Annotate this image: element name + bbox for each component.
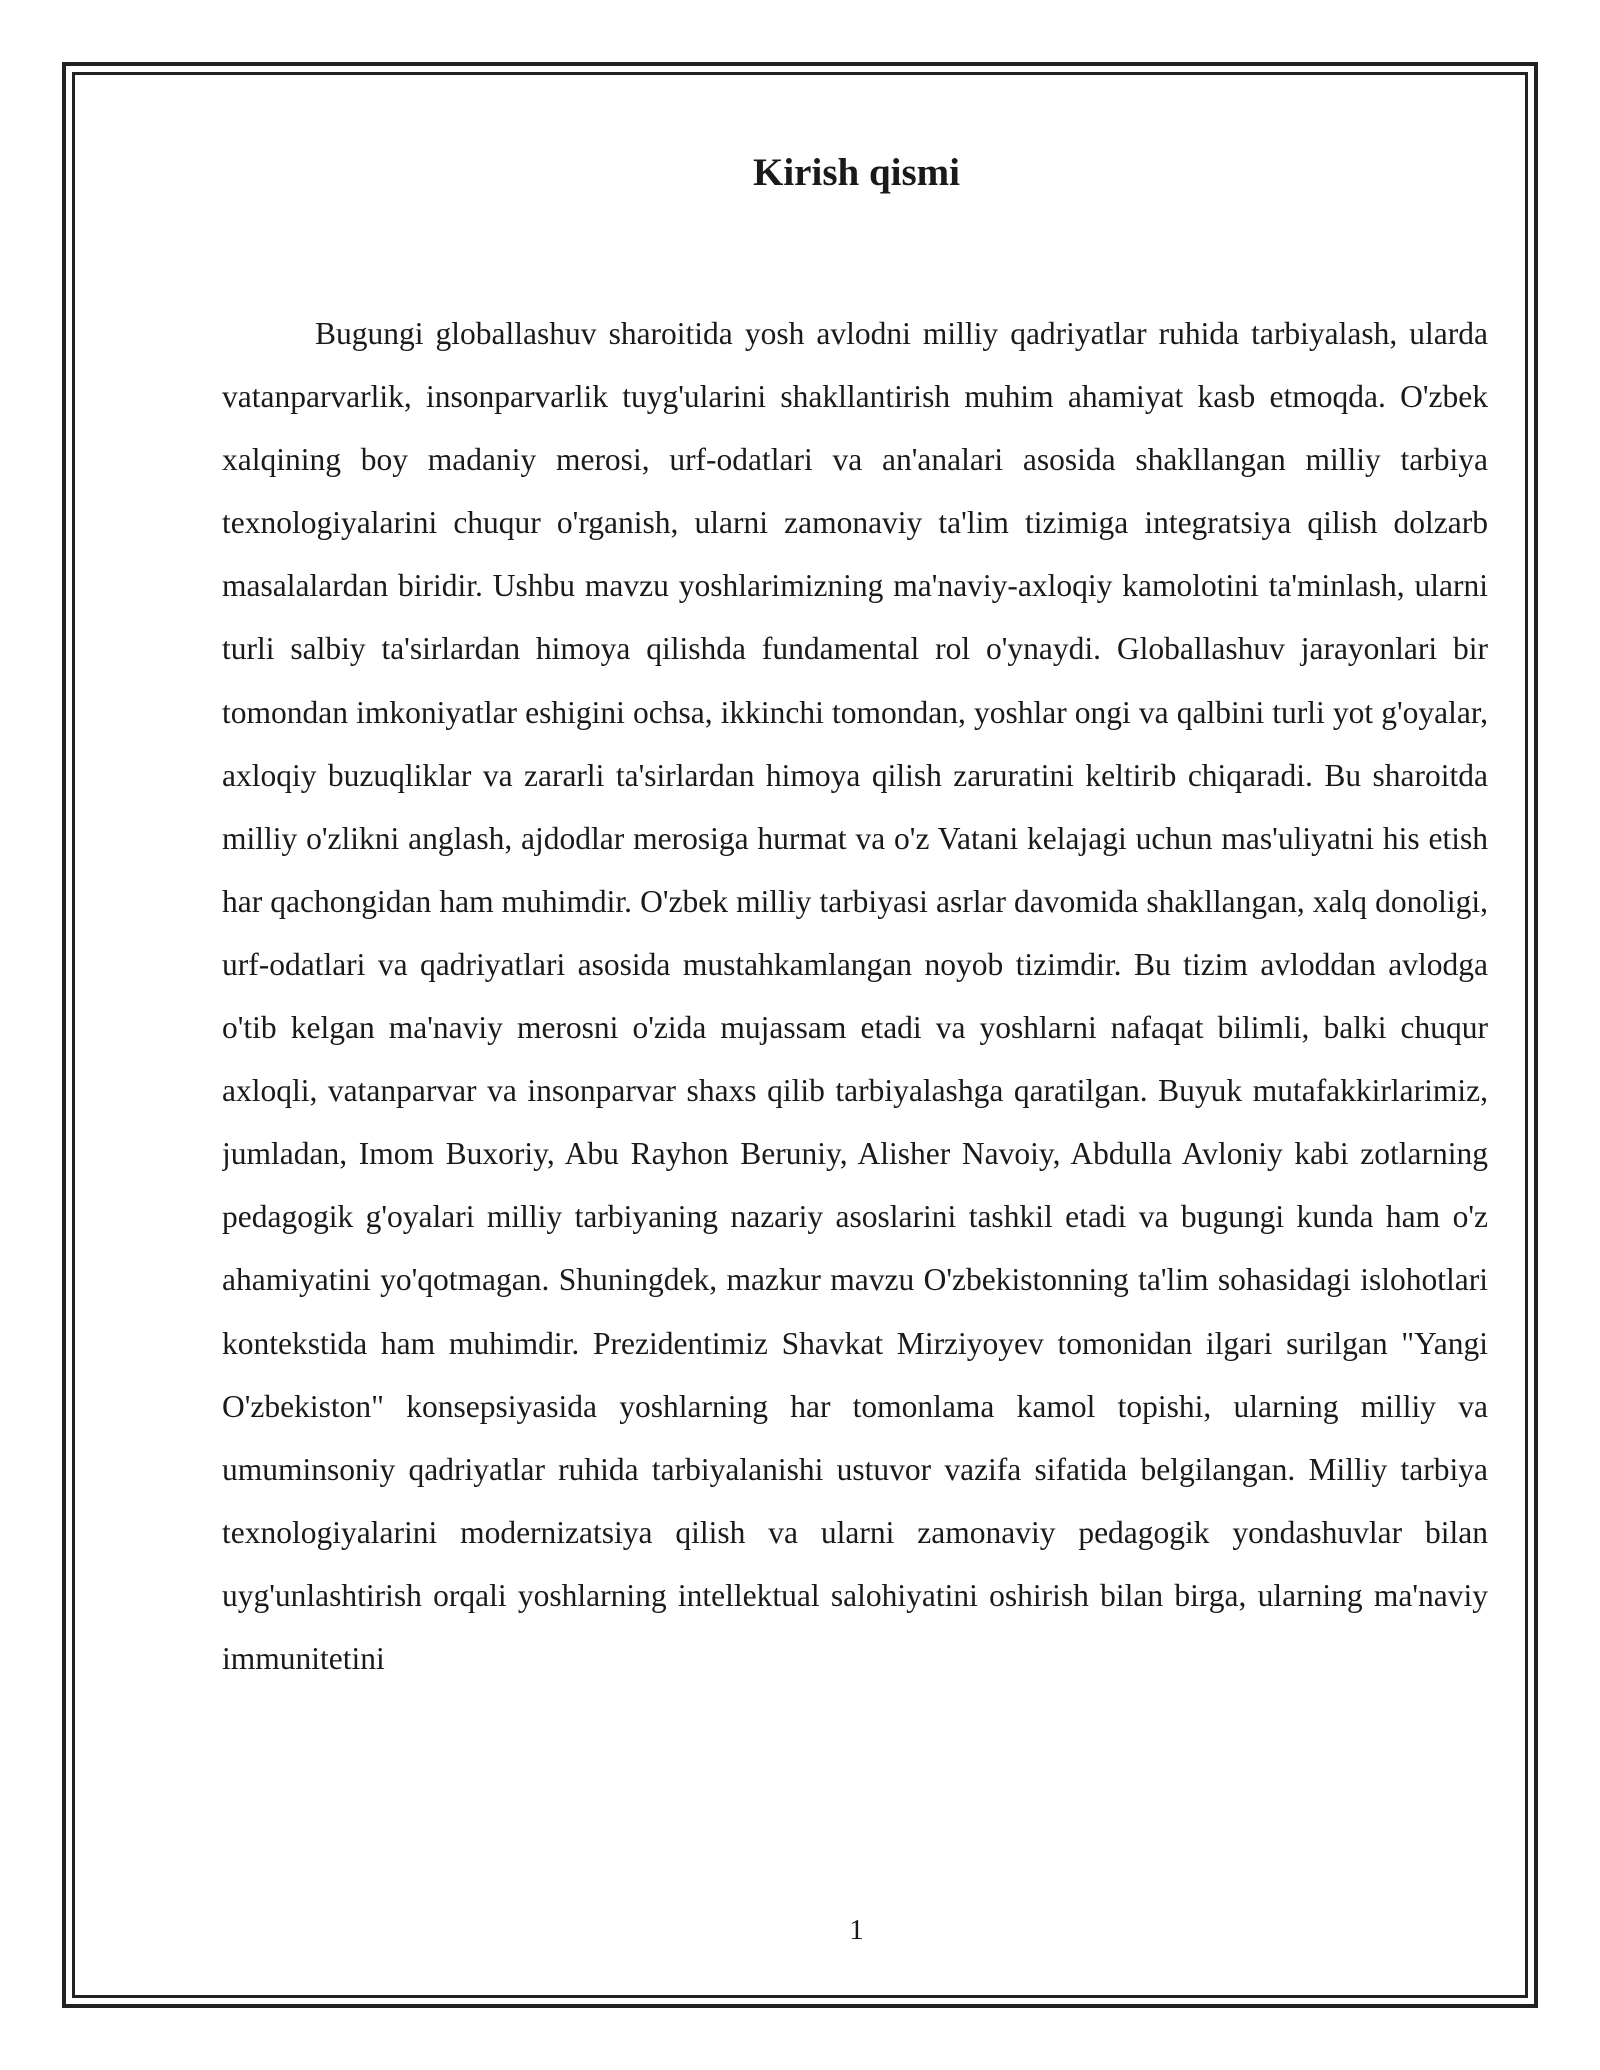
page-number: 1 bbox=[849, 1914, 864, 1946]
page-title: Kirish qismi bbox=[753, 151, 960, 194]
body-paragraph: Bugungi globallashuv sharoitida yosh avlodni milliy qadriyatlar ruhida tarbiyalash, ularda vatanparvarlik, insonparvarlik tuyg'ularini shakllantirish muhim ahamiyat kasb etmoqda. O'zbek xalqining boy madaniy merosi, urf-odatlari va an'analari asosida shakllangan milliy tarbiya texnologiyalarini chuqur o'rganish, ularni zamonaviy ta'lim tizimiga integratsiya qilish dolzarb masalalardan biridir. Ushbu mavzu yoshlarimizning ma'naviy-axloqiy kamolotini ta'minlash, ularni turli salbiy ta'sirlardan himoya qilishda fundamental rol o'ynaydi. Globallashuv jarayonlari bir tomondan imkoniyatlar eshigini ochsa, ikkinchi tomondan, yoshlar ongi va qalbini turli yot g'oyalar, axloqiy buzuqliklar va zararli ta'sirlardan himoya qilish zaruratini keltirib chiqaradi. Bu sharoitda milliy o'zlikni anglash, ajdodlar merosiga hurmat va o'z Vatani kelajagi uchun mas'uliyatni his etish har qachongidan ham muhimdir. O'zbek milliy tarbiyasi asrlar davomida shakllangan, xalq donoligi, urf-odatlari va qadriyatlari asosida mustahkamlangan noyob tizimdir. Bu tizim avloddan avlodga o'tib kelgan ma'naviy merosni o'zida mujassam etadi va yoshlarni nafaqat bilimli, balki chuqur axloqli, vatanparvar va insonparvar shaxs qilib tarbiyalashga qaratilgan. Buyuk mutafakkirlarimiz, jumladan, Imom Buxoriy, Abu Rayhon Beruniy, Alisher Navoiy, Abdulla Avloniy kabi zotlarning pedagogik g'oyalari milliy tarbiyaning nazariy asoslarini tashkil etadi va bugungi kunda ham o'z ahamiyatini yo'qotmagan. Shuningdek, mazkur mavzu O'zbekistonning ta'lim sohasidagi islohotlari kontekstida ham muhimdir. Prezidentimiz Shavkat Mirziyoyev tomonidan ilgari surilgan "Yangi O'zbekiston" konsepsiyasida yoshlarning har tomonlama kamol topishi, ularning milliy va umuminsoniy qadriyatlar ruhida tarbiyalanishi ustuvor vazifa sifatida belgilangan. Milliy tarbiya texnologiyalarini modernizatsiya qilish va ularni zamonaviy pedagogik yondashuvlar bilan uyg'unlashtirish orqali yoshlarning intellektual salohiyatini oshirish bilan birga, ularning ma'naviy immunitetini bbox=[222, 316, 1488, 1676]
